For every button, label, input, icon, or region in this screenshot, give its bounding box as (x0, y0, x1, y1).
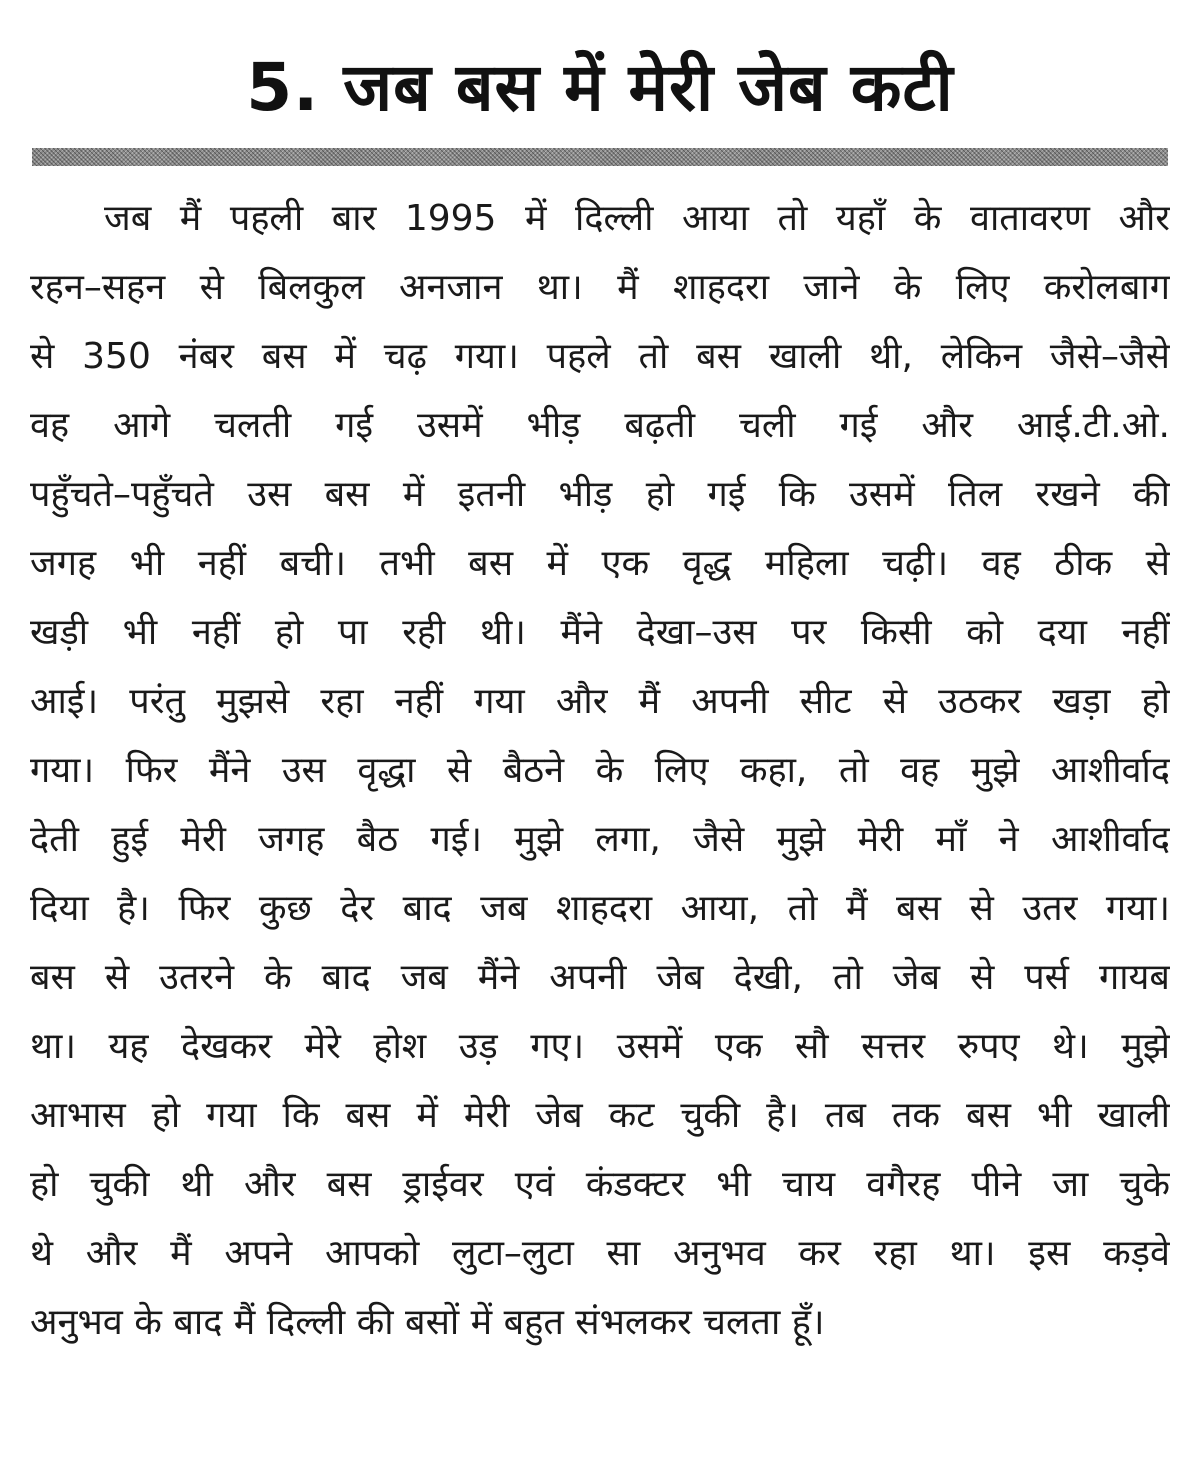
essay-paragraph (30, 184, 1170, 1357)
paragraph-line: रहन–सहन से बिलकुल अनजान था। मैं शाहदरा जाने के लिए करोलबाग (30, 267, 1170, 308)
paragraph-line: देती हुई मेरी जगह बैठ गई। मुझे लगा, जैसे मुझे मेरी माँ ने आशीर्वाद (30, 819, 1170, 860)
essay-title: 5. जब बस में मेरी जेब कटी (246, 49, 954, 126)
paragraph-line: से 350 नंबर बस में चढ़ गया। पहले तो बस खाली थी, लेकिन जैसे–जैसे (30, 336, 1170, 377)
paragraph-line: था। यह देखकर मेरे होश उड़ गए। उसमें एक सौ सत्तर रुपए थे। मुझे (30, 1026, 1170, 1067)
paragraph-line: गया। फिर मैंने उस वृद्धा से बैठने के लिए कहा, तो वह मुझे आशीर्वाद (30, 750, 1170, 791)
paragraph-line: जगह भी नहीं बची। तभी बस में एक वृद्ध महिला चढ़ी। वह ठीक से (30, 543, 1170, 584)
paragraph-line: खड़ी भी नहीं हो पा रही थी। मैंने देखा–उस पर किसी को दया नहीं (30, 612, 1170, 653)
paragraph-line: आई। परंतु मुझसे रहा नहीं गया और मैं अपनी सीट से उठकर खड़ा हो (30, 681, 1170, 722)
title-divider (32, 148, 1168, 166)
paragraph-line: जब मैं पहली बार 1995 में दिल्ली आया तो यहाँ के वातावरण और (104, 198, 1170, 239)
paragraph-line: आभास हो गया कि बस में मेरी जेब कट चुकी है। तब तक बस भी खाली (30, 1095, 1170, 1136)
paragraph-line: हो चुकी थी और बस ड्राईवर एवं कंडक्टर भी चाय वगैरह पीने जा चुके (30, 1164, 1170, 1205)
paragraph-line: बस से उतरने के बाद जब मैंने अपनी जेब देखी, तो जेब से पर्स गायब (30, 957, 1170, 998)
paragraph-line: पहुँचते–पहुँचते उस बस में इतनी भीड़ हो गई कि उसमें तिल रखने की (30, 474, 1170, 515)
paragraph-line: थे और मैं अपने आपको लुटा–लुटा सा अनुभव कर रहा था। इस कड़वे (30, 1233, 1170, 1274)
paragraph-line: दिया है। फिर कुछ देर बाद जब शाहदरा आया, तो मैं बस से उतर गया। (30, 888, 1170, 929)
paragraph-line: अनुभव के बाद मैं दिल्ली की बसों में बहुत संभलकर चलता हूँ। (30, 1302, 825, 1343)
paragraph-line: वह आगे चलती गई उसमें भीड़ बढ़ती चली गई और आई.टी.ओ. (30, 405, 1170, 446)
